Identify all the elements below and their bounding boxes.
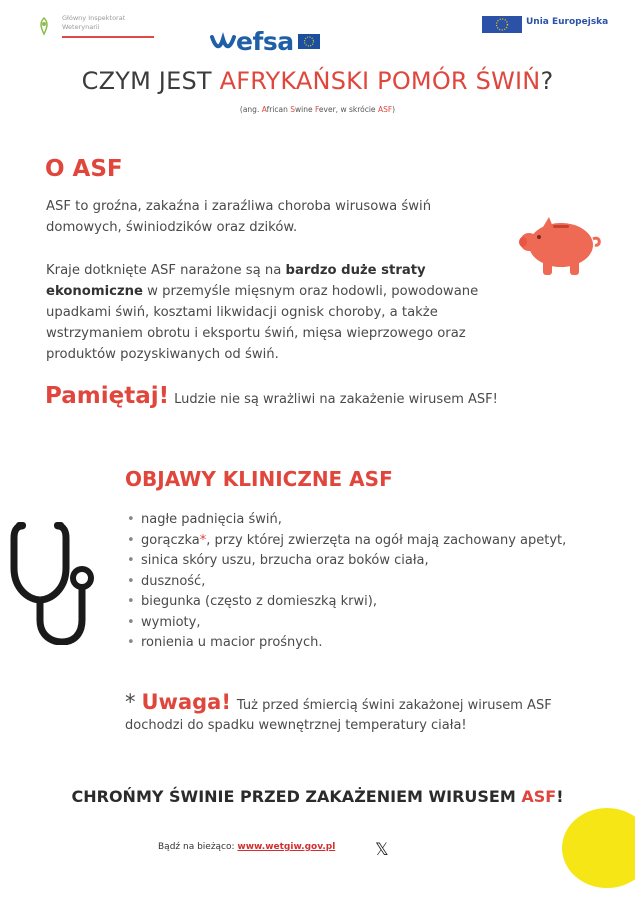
subtitle-part: wine [295,105,316,114]
efsa-wave-icon [210,31,236,51]
x-social-icon[interactable]: 𝕏 [375,840,389,860]
yellow-circle-decoration [562,808,635,888]
efsa-logo [210,26,320,56]
note-word: Uwaga! [141,690,231,714]
eu-flag-icon [482,16,522,33]
about-paragraph-2 [46,260,506,365]
title-prefix: CZYM JEST [81,67,220,95]
gov-logo-icon [34,16,54,36]
subtitle-letter-s: S [290,105,296,114]
subtitle-asf: ASF [377,105,393,114]
page-subtitle [0,105,635,114]
symptom-asterisk: * [199,532,207,548]
symptom-text: nagłe padnięcia świń, [141,512,282,527]
website-link[interactable]: www.wetgiw.gov.pl [237,842,336,852]
symptom-text-rest: , przy której zwierzęta na ogół mają zachowany apetyt, [206,532,567,548]
gov-underline [62,36,154,38]
piggy-bank-icon [515,215,603,277]
slogan-text: CHROŃMY ŚWINIE PRZED ZAKAŻENIEM WIRUSEM [71,787,522,806]
symptom-text: ronienia u macior prośnych. [141,635,323,650]
warning-note [125,690,595,733]
stay-label: Bądź na bieżąco: [158,842,238,852]
subtitle-part: frican [266,105,291,114]
symptom-text: sinica skóry uszu, brzucha oraz boków ciała, [141,553,429,568]
title-suffix: ? [540,67,554,95]
slogan-end: ! [556,787,564,806]
p2-text: Kraje dotknięte ASF narażone są na [46,263,286,278]
subtitle-part: (ang. [239,105,262,114]
remember-note [45,383,498,409]
list-item [124,531,574,552]
eu-label: Unia Europejska [526,17,609,27]
about-heading: O ASF [45,156,123,182]
note-text-2: dochodzi do spadku wewnętrznej temperatury ciała! [125,718,467,733]
p2-text-rest: w przemyśle mięsnym oraz hodowli, powodowane upadkami świń, kosztami likwidacji ognisk choroby, a także wstrzymaniem obrotu i eksportu świń, mięsa wieprzowego oraz produktów pozyskiwanych od świń. [46,284,479,362]
symptom-text: biegunka (często z domieszką krwi), [141,594,377,609]
list-item [124,572,574,593]
subtitle-letter-f: F [315,105,319,114]
stay-updated [158,842,335,852]
symptoms-list [124,510,574,654]
subtitle-letter-a: A [261,105,267,114]
title-highlight: AFRYKAŃSKI POMÓR ŚWIŃ [219,67,541,95]
efsa-wordmark: efsa [236,26,294,56]
gov-org-name: Główny Inspektorat Weterynarii [62,14,126,31]
about-paragraph-1: ASF to groźna, zakaźna i zaraźliwa choroba wirusowa świń domowych, świniodzików oraz dzików. [46,199,432,235]
remember-text: Ludzie nie są wrażliwi na zakażenie wirusem ASF! [174,392,498,407]
note-text-1: Tuż przed śmiercią świni zakażonej wirusem ASF [236,698,552,713]
list-item [124,613,574,634]
subtitle-part: ) [392,105,396,114]
p2-bold: bardzo duże straty ekonomiczne [46,263,426,299]
remember-word: Pamiętaj! [45,383,170,409]
slogan-asf: ASF [521,787,557,806]
symptoms-heading: OBJAWY KLINICZNE ASF [125,467,393,491]
efsa-eu-flag-icon [298,34,320,49]
list-item [124,592,574,613]
list-item [124,633,574,654]
stethoscope-icon [8,520,103,645]
page-title [0,67,635,95]
subtitle-part: ever, w skrócie [318,105,378,114]
symptom-text: wymioty, [141,614,201,630]
note-asterisk: * [125,690,136,714]
list-item [124,510,574,531]
list-item [124,551,574,572]
slogan [0,787,635,806]
symptom-text: duszność, [141,573,206,589]
symptom-text: gorączka [141,532,200,548]
